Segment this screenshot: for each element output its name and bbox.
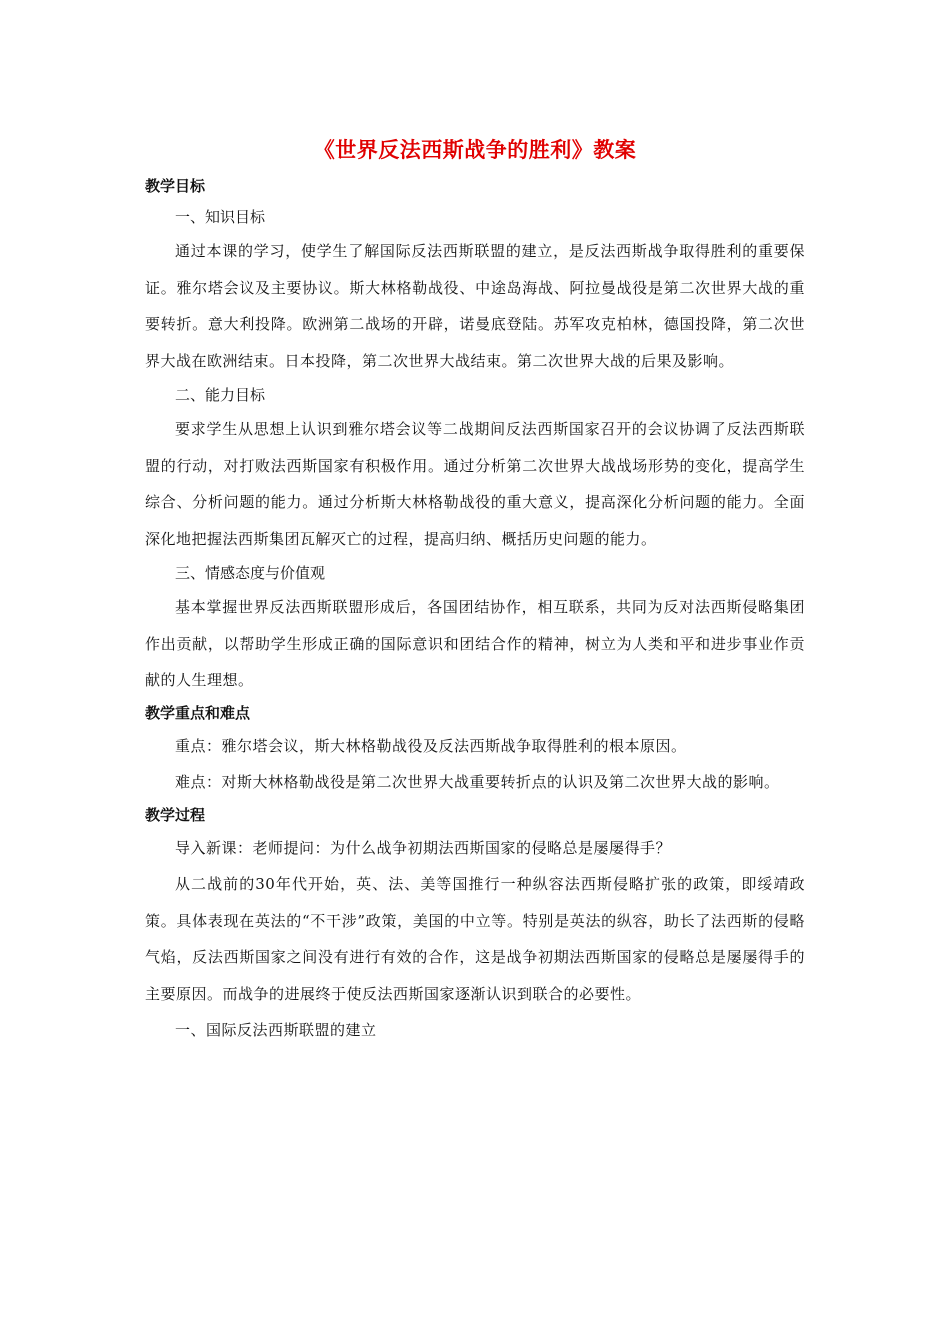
- paragraph-knowledge: 通过本课的学习，使学生了解国际反法西斯联盟的建立，是反法西斯战争取得胜利的重要保证。雅尔塔会议及主要协议。斯大林格勒战役、中途岛海战、阿拉曼战役是第二次世界大战的重要转折。意大利投降。欧洲第二战场的开辟，诺曼底登陆。苏军攻克柏林，德国投降，第二次世界大战在欧洲结束。日本投降，第二次世界大战结束。第二次世界大战的后果及影响。: [145, 242, 805, 370]
- paragraph-emotion: 基本掌握世界反法西斯联盟形成后，各国团结协作，相互联系，共同为反对法西斯侵略集团作出贡献，以帮助学生形成正确的国际意识和团结合作的精神，树立为人类和平和进步事业作贡献的人生理想。: [145, 598, 805, 689]
- paragraph-ability: 要求学生从思想上认识到雅尔塔会议等二战期间反法西斯国家召开的会议协调了反法西斯联盟的行动，对打败法西斯国家有积极作用。通过分析第二次世界大战战场形势的变化，提高学生综合、分析问题的能力。通过分析斯大林格勒战役的重大意义，提高深化分析问题的能力。全面深化地把握法西斯集团瓦解灭亡的过程，提高归纳、概括历史问题的能力。: [145, 420, 805, 548]
- document-body: [145, 172, 805, 1049]
- document-title: 《世界反法西斯战争的胜利》教案: [313, 138, 637, 162]
- paragraph-key-point: 重点：雅尔塔会议，斯大林格勒战役及反法西斯战争取得胜利的根本原因。: [175, 736, 687, 755]
- paragraph-difficult-point: 难点：对斯大林格勒战役是第二次世界大战重要转折点的认识及第二次世界大战的影响。: [175, 773, 780, 791]
- subheading-part-one: 一、国际反法西斯联盟的建立: [175, 1021, 377, 1039]
- paragraph-intro: 导入新课：老师提问：为什么战争初期法西斯国家的侵略总是屡屡得手？: [175, 838, 672, 857]
- paragraph-intro-answer: 从二战前的30年代开始，英、法、美等国推行一种纵容法西斯侵略扩张的政策，即绥靖政策。具体表现在英法的“不干涉”政策，美国的中立等。特别是英法的纵容，助长了法西斯的侵略气焰，反法西斯国家之间没有进行有效的合作，这是战争初期法西斯国家的侵略总是屡屡得手的主要原因。而战争的进展终于使反法西斯国家逐渐认识到联合的必要性。: [145, 875, 805, 1003]
- section-heading-goals: 教学目标: [145, 177, 206, 195]
- section-heading-process: 教学过程: [145, 805, 206, 824]
- subheading-emotion: 三、情感态度与价值观: [175, 564, 326, 582]
- subheading-knowledge: 一、知识目标: [175, 208, 266, 226]
- section-heading-key-points: 教学重点和难点: [145, 703, 251, 722]
- subheading-ability: 二、能力目标: [175, 386, 266, 404]
